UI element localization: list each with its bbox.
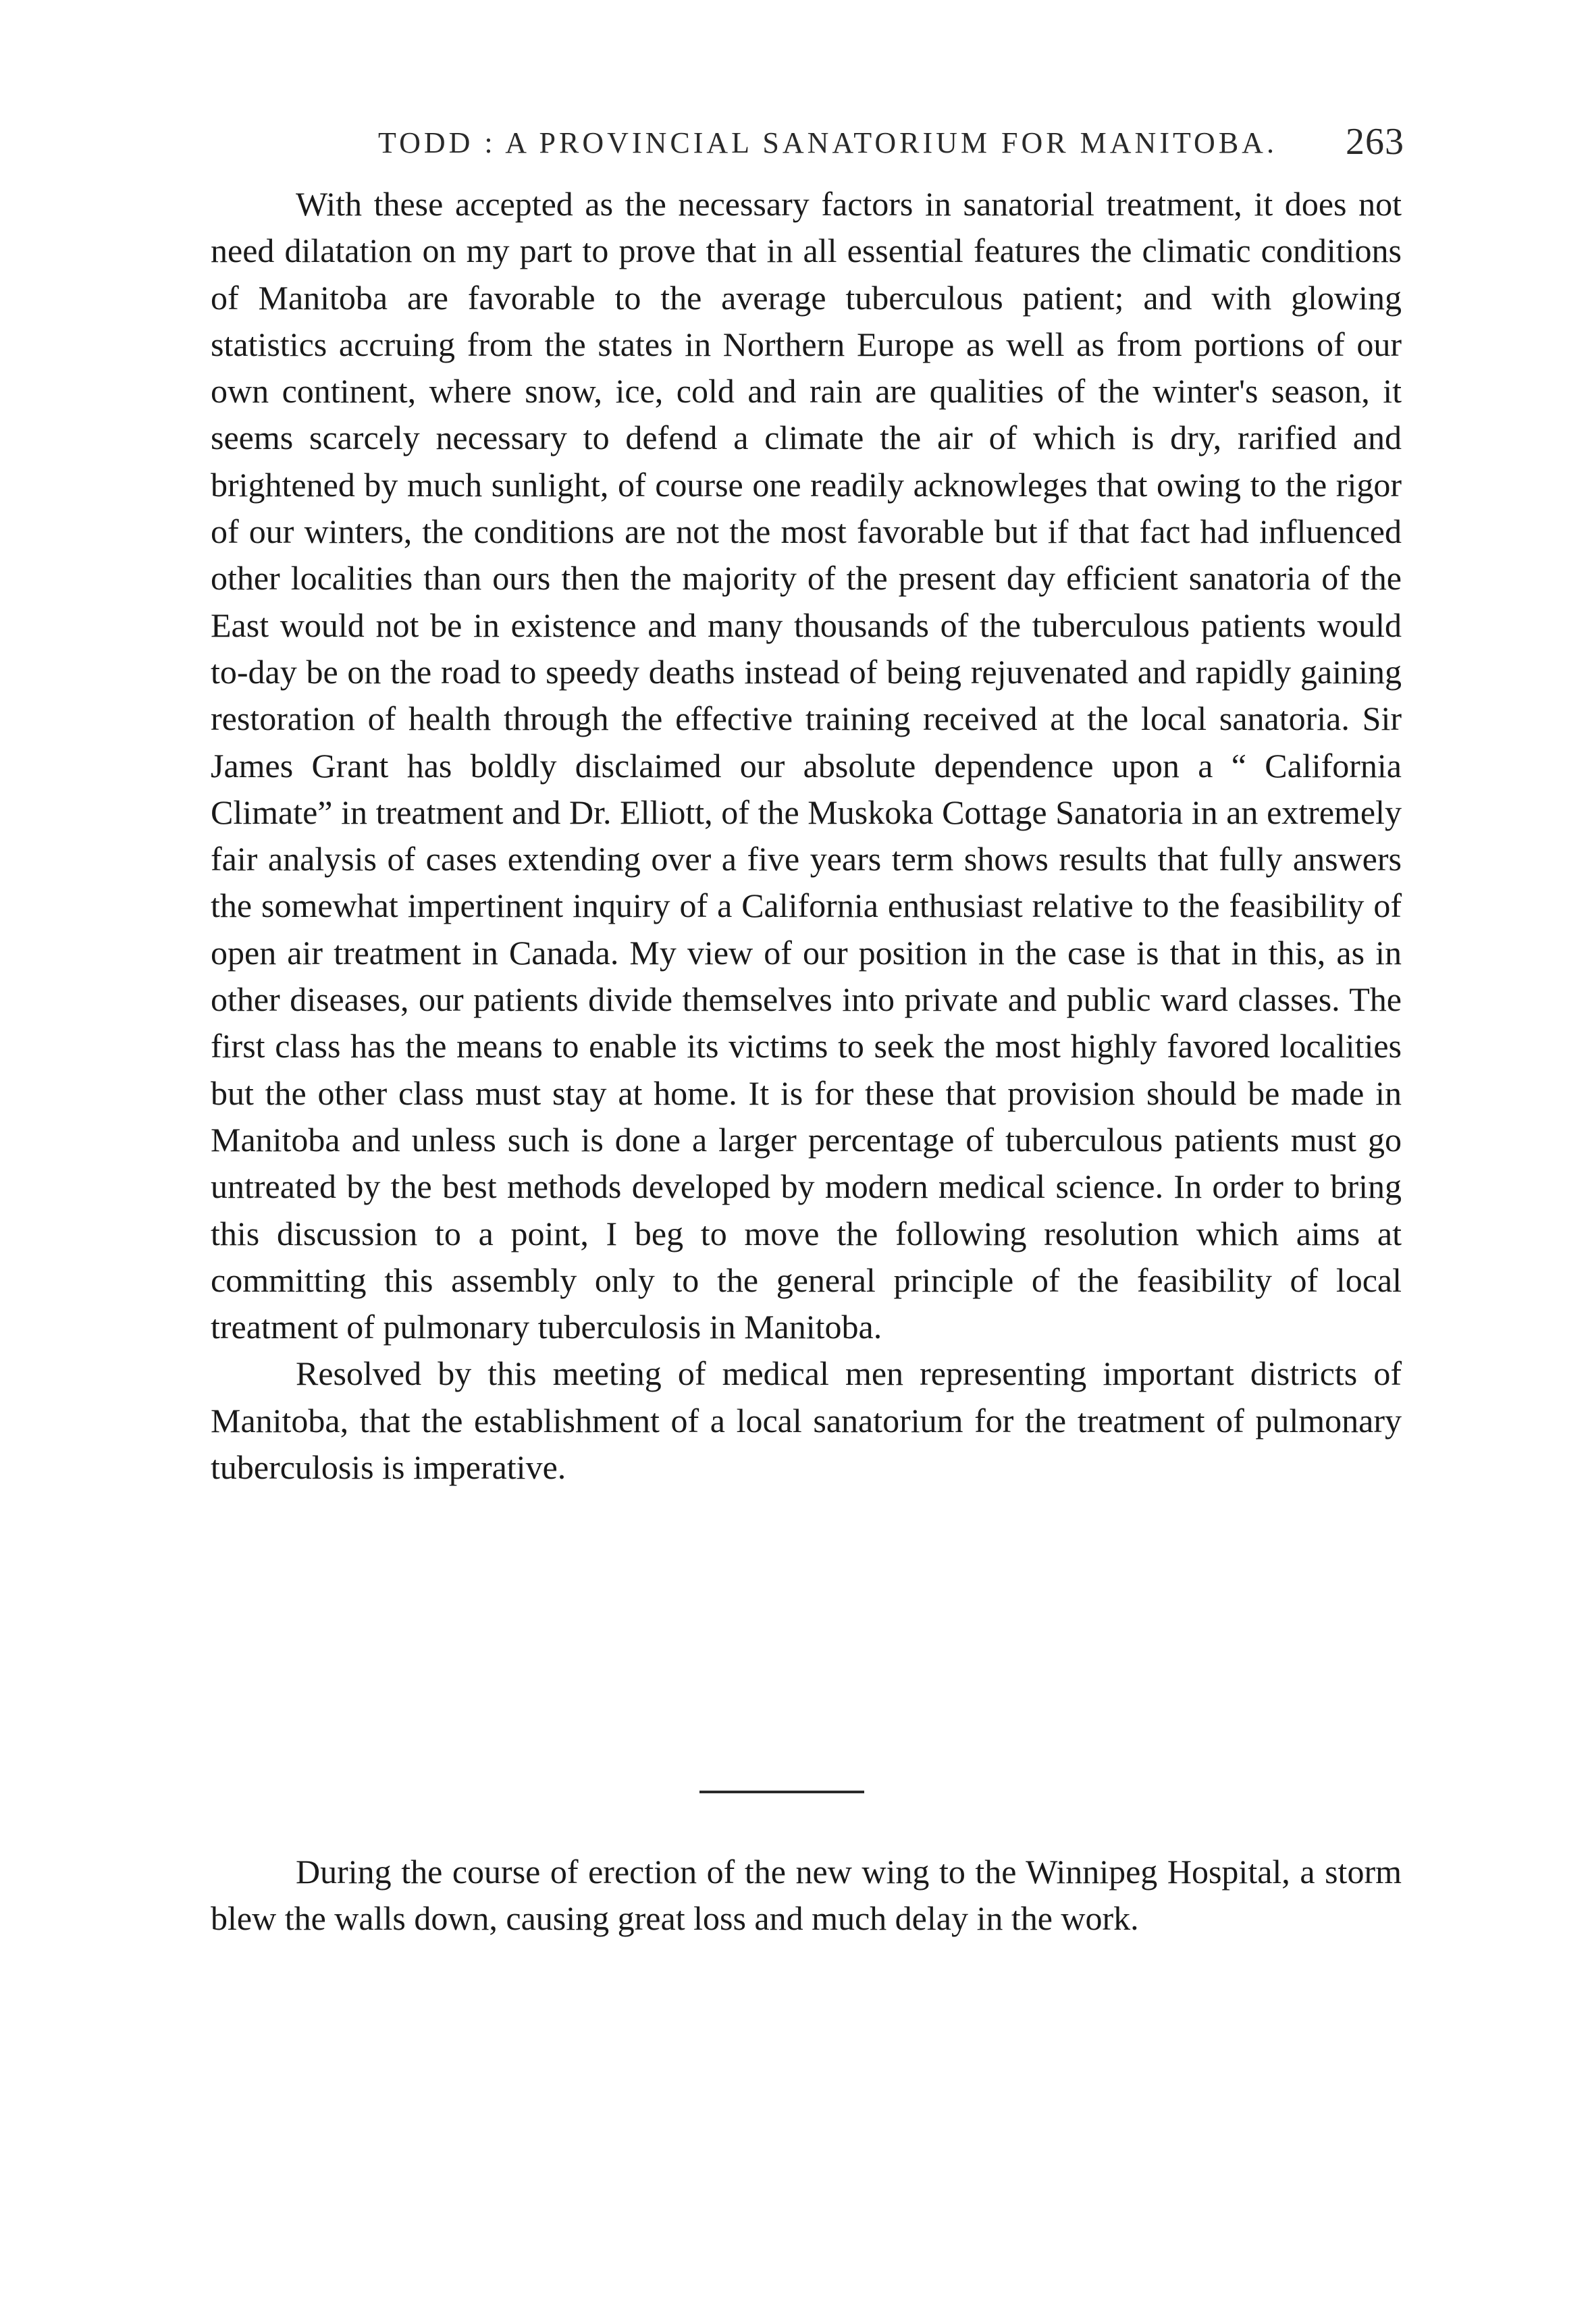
paragraph-closing-note: During the course of erection of the new wing to the Winnipeg Hospital, a storm blew the walls down, causing great loss and much delay in the work. [211, 1853, 1402, 1938]
running-title: TODD : A PROVINCIAL SANATORIUM FOR MANITOBA. [378, 126, 1277, 159]
page-number: 263 [1346, 121, 1404, 163]
paragraph-argument: With these accepted as the necessary factors in sanatorial treatment, it does not need dilatation on my part to prove that in all essential features the climatic conditions of Manitoba are favorable to the average tuberculous patient; and with glowing statistics accruing from the states in Northern Europe as well as from portions of our own continent, where snow, ice, cold and rain are qualities of the winter's season, it seems scarcely necessary to defend a climate the air of which is dry, rarified and brightened by much sunlight, of course one readily acknowleges that owing to the rigor of our winters, the conditions are not the most favorable but if that fact had influenced other localities than ours then the majority of the present day efficient sanatoria of the East would not be in existence and many thousands of the tuberculous patients would to-day be on the road to speedy deaths instead of being rejuvenated and rapidly gaining restoration of health through the effective training received at the local sanatoria. Sir James Grant has boldly disclaimed our absolute dependence upon a “ California Climate” in treatment and Dr. Elliott, of the Muskoka Cottage Sanatoria in an extremely fair analysis of cases extending over a five years term shows results that fully answers the somewhat impertinent inquiry of a California enthusiast relative to the feasibility of open air treatment in Canada. My view of our position in the case is that in this, as in other diseases, our patients divide themselves into private and public ward classes. The first class has the means to enable its victims to seek the most highly favored localities but the other class must stay at home. It is for these that provision should be made in Manitoba and unless such is done a larger percentage of tuberculous patients must go untreated by the best methods developed by modern medical science. In order to bring this discussion to a point, I beg to move the following resolution which aims at committing this assembly only to the general principle of the feasibility of local treatment of pulmonary tuberculosis in Manitoba. [211, 185, 1402, 1346]
closing-note [211, 1849, 1402, 1943]
section-divider [699, 1791, 864, 1793]
paragraph-resolution: Resolved by this meeting of medical men representing important districts of Manitoba, that the establishment of a local sanatorium for the treatment of pulmonary tuberculosis is imperative. [211, 1354, 1402, 1487]
body-text [211, 181, 1402, 1491]
running-head [378, 121, 1499, 173]
